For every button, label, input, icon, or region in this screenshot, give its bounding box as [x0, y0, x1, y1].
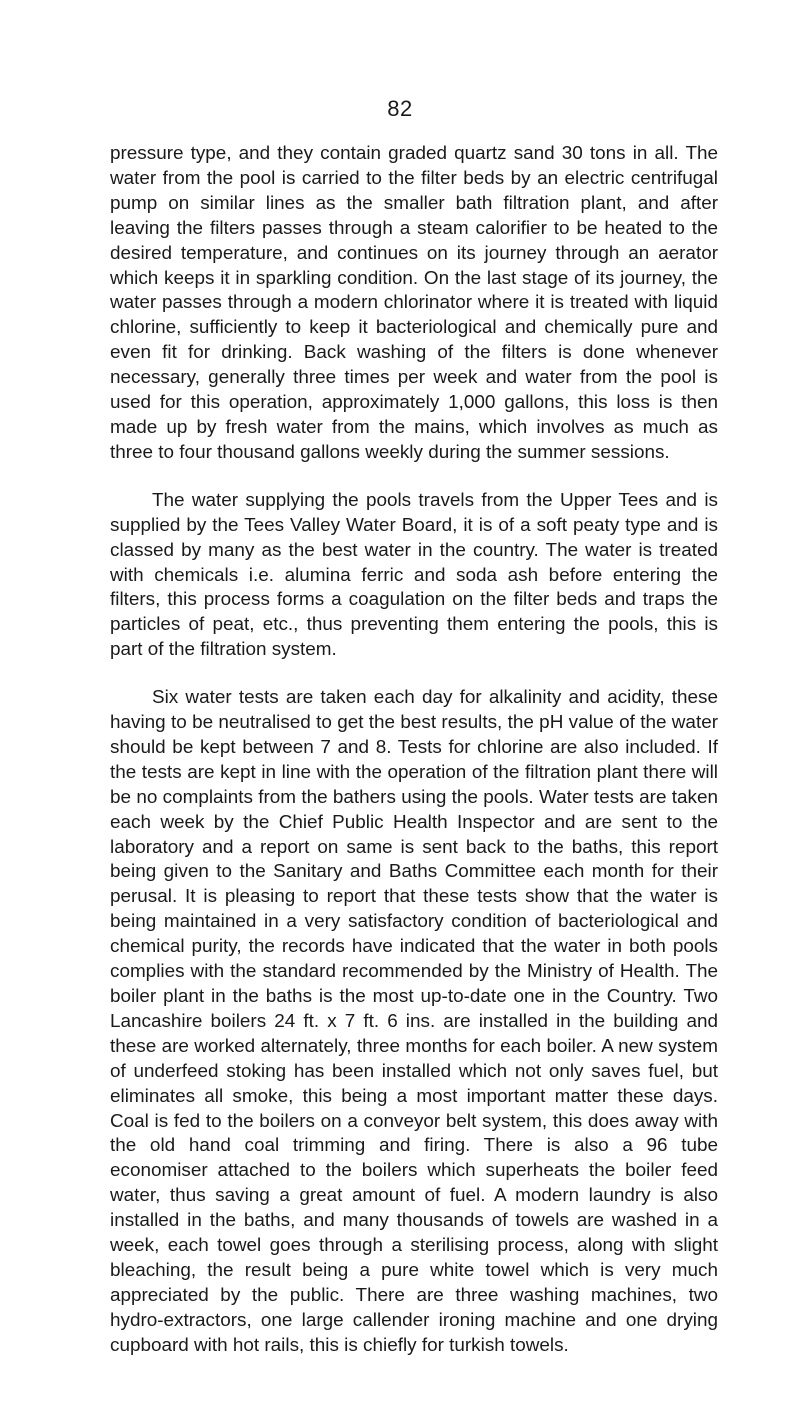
- paragraph-water-supply: The water supplying the pools travels from the Upper Tees and is supplied by the Tees Valley Water Board, it is of a soft peaty type and is classed by many as the best water in the country. The water is treated with chemicals i.e. alumina ferric and soda ash before entering the filters, this process forms a coagulation on the filter beds and traps the particles of peat, etc., thus preventing them entering the pools, this is part of the filtration system.: [110, 489, 718, 661]
- body-text: [110, 142, 718, 1382]
- page-number: 82: [387, 96, 413, 121]
- paragraph-water-tests-and-plant: Six water tests are taken each day for alkalinity and acidity, these having to be neutralised to get the best results, the pH value of the water should be kept between 7 and 8. Tests for chlorine are also included. If the tests are kept in line with the operation of the filtration plant there will be no complaints from the bathers using the pools. Water tests are taken each week by the Chief Public Health Inspector and are sent to the laboratory and a report on same is sent back to the baths, this report being given to the Sanitary and Baths Committee each month for their perusal. It is pleasing to report that these tests show that the water is being maintained in a very satisfactory condition of bacteriological and chemical purity, the records have indicated that the water in both pools complies with the standard recommended by the Ministry of Health. The boiler plant in the baths is the most up-to-date one in the Country. Two Lancashire boilers 24 ft. x 7 ft. 6 ins. are installed in the building and these are worked alternately, three months for each boiler. A new system of underfeed stoking has been installed which not only saves fuel, but eliminates all smoke, this being a most important matter these days. Coal is fed to the boilers on a conveyor belt system, this does away with the old hand coal trimming and firing. There is also a 96 tube economiser attached to the boilers which superheats the boiler feed water, thus saving a great amount of fuel. A modern laundry is also installed in the baths, and many thousands of towels are washed in a week, each towel goes through a sterilising process, along with slight bleaching, the result being a pure white towel which is very much appreciated by the public. There are three washing machines, two hydro-extractors, one large callender ironing machine and one drying cupboard with hot rails, this is chiefly for turkish towels.: [110, 687, 718, 1356]
- paragraph-filtration-plant: pressure type, and they contain graded quartz sand 30 tons in all. The water from the pool is carried to the filter beds by an electric centrifugal pump on similar lines as the smaller bath filtration plant, and after leaving the filters passes through a steam calorifier to be heated to the desired temperature, and continues on its journey through an aerator which keeps it in sparkling condition. On the last stage of its journey, the water passes through a modern chlorinator where it is treated with liquid chlorine, sufficiently to keep it bacteriological and chemically pure and even fit for drinking. Back washing of the filters is done whenever necessary, generally three times per week and water from the pool is used for this operation, approximately 1,000 gallons, this loss is then made up by fresh water from the mains, which involves as much as three to four thousand gallons weekly during the summer sessions.: [110, 143, 718, 463]
